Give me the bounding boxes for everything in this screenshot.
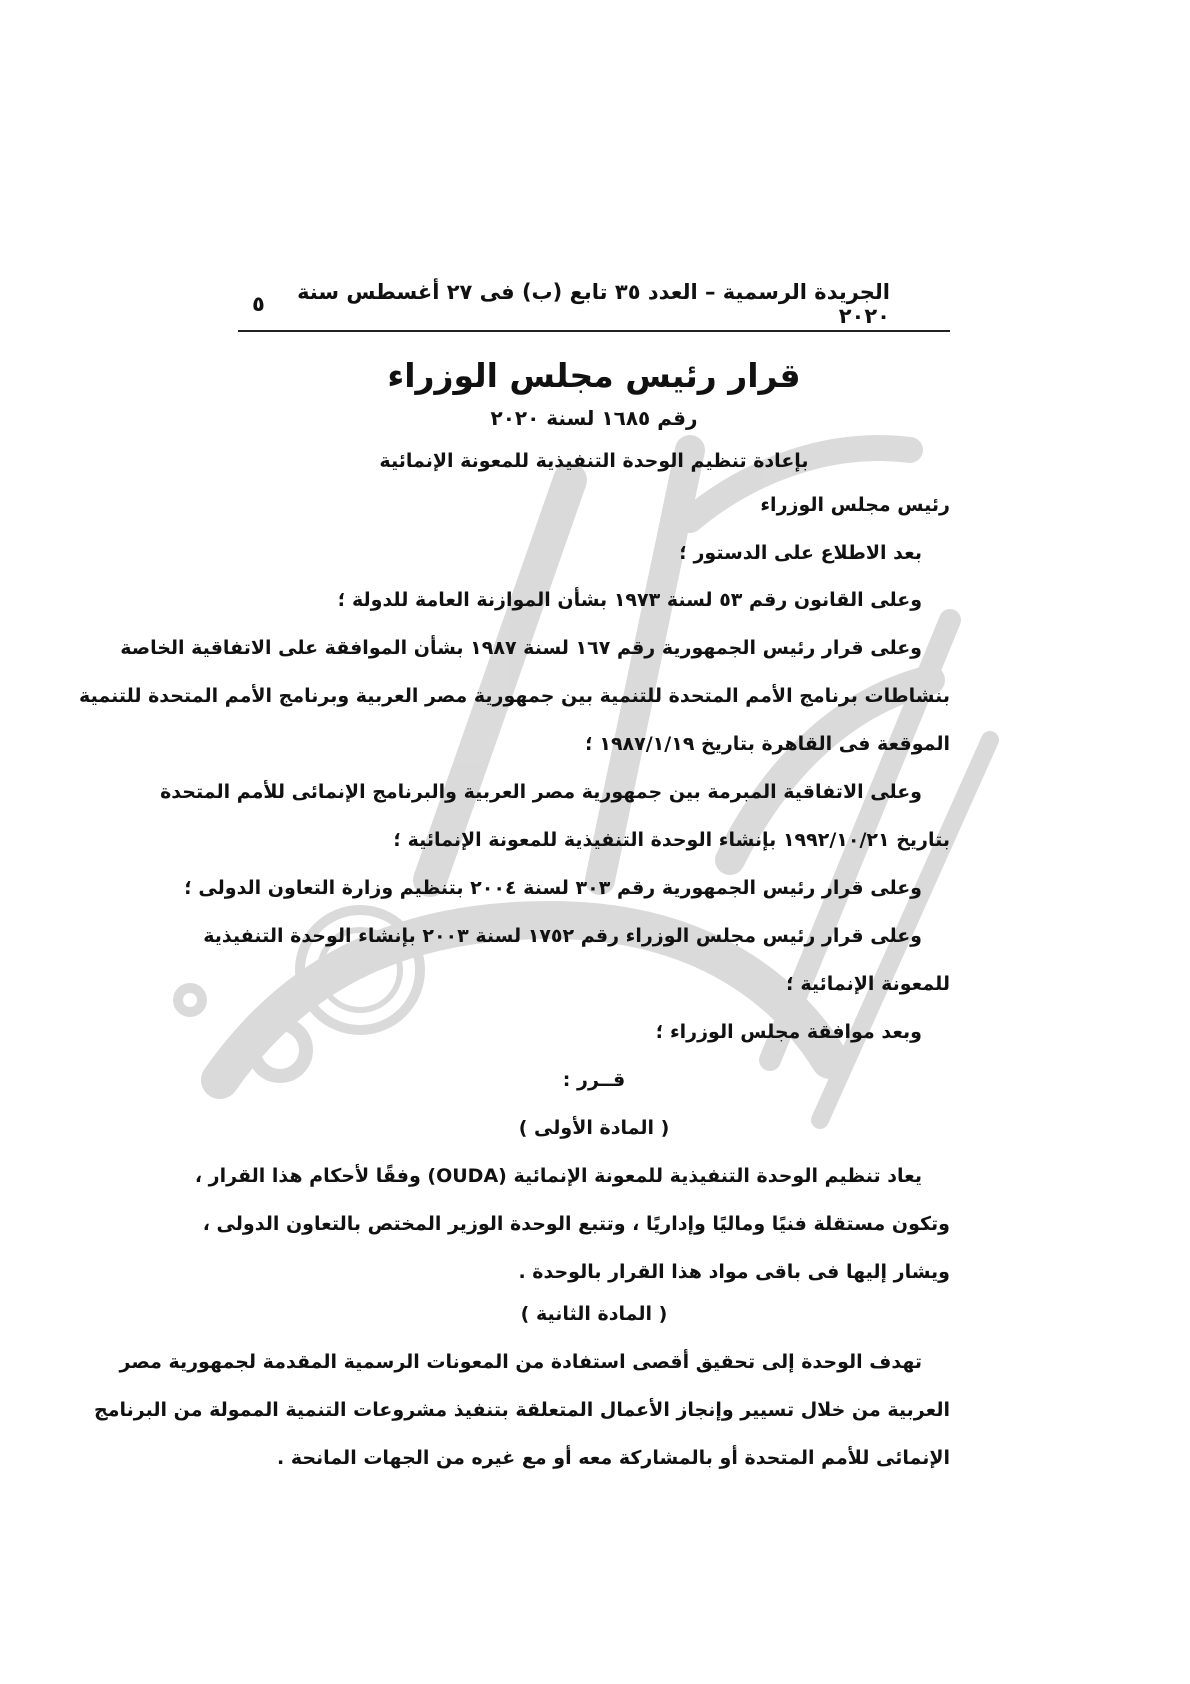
decree-word: قــرر :	[562, 1069, 626, 1091]
article-line: العربية من خلال تسيير وإنجاز الأعمال المتعلقة بتنفيذ مشروعات التنمية الممولة من البرنامج	[94, 1399, 950, 1421]
watermark-seal	[79, 360, 1030, 1180]
decree-title: قرار رئيس مجلس الوزراء	[387, 356, 801, 395]
preamble-line: الموقعة فى القاهرة بتاريخ ١٩٨٧/١/١٩ ؛	[585, 733, 950, 755]
preamble-line: للمعونة الإنمائية ؛	[786, 973, 950, 995]
article-heading: ( المادة الأولى )	[518, 1117, 670, 1139]
running-header	[252, 280, 890, 328]
decree-number: رقم ١٦٨٥ لسنة ٢٠٢٠	[490, 406, 698, 430]
preamble-line: وعلى قرار رئيس مجلس الوزراء رقم ١٧٥٢ لسنة ٢٠٠٣ بإنشاء الوحدة التنفيذية	[203, 925, 922, 947]
preamble-line: بنشاطات برنامج الأمم المتحدة للتنمية بين جمهورية مصر العربية وبرنامج الأمم المتحدة للتنمية	[79, 685, 950, 707]
article-heading: ( المادة الثانية )	[520, 1303, 668, 1325]
header-divider	[238, 330, 950, 332]
preamble-heading: رئيس مجلس الوزراء	[760, 494, 950, 516]
article-line: وتكون مستقلة فنيًا وماليًا وإداريًا ، وتتبع الوحدة الوزير المختص بالتعاون الدولى ،	[202, 1213, 950, 1235]
article-line: ويشار إليها فى باقى مواد هذا القرار بالوحدة .	[518, 1261, 950, 1283]
page-number: ٥	[252, 292, 265, 316]
article-line: الإنمائى للأمم المتحدة أو بالمشاركة معه أو مع غيره من الجهات المانحة .	[277, 1447, 950, 1469]
preamble-line: وعلى القانون رقم ٥٣ لسنة ١٩٧٣ بشأن الموازنة العامة للدولة ؛	[337, 589, 922, 611]
preamble-line: وعلى قرار رئيس الجمهورية رقم ١٦٧ لسنة ١٩٨٧ بشأن الموافقة على الاتفاقية الخاصة	[120, 637, 922, 659]
preamble-line: وبعد موافقة مجلس الوزراء ؛	[655, 1021, 922, 1043]
preamble-line: وعلى قرار رئيس الجمهورية رقم ٣٠٣ لسنة ٢٠٠٤ بتنظيم وزارة التعاون الدولى ؛	[184, 877, 922, 899]
article-line: تهدف الوحدة إلى تحقيق أقصى استفادة من المعونات الرسمية المقدمة لجمهورية مصر	[119, 1351, 922, 1373]
header-title: الجريدة الرسمية – العدد ٣٥ تابع (ب) فى ٢٧ أغسطس سنة ٢٠٢٠	[297, 280, 890, 328]
article-line: يعاد تنظيم الوحدة التنفيذية للمعونة الإنمائية (OUDA) وفقًا لأحكام هذا القرار ،	[194, 1165, 922, 1187]
preamble-line: وعلى الاتفاقية المبرمة بين جمهورية مصر العربية والبرنامج الإنمائى للأمم المتحدة	[160, 781, 922, 803]
preamble-line: بتاريخ ١٩٩٢/١٠/٢١ بإنشاء الوحدة التنفيذية للمعونة الإنمائية ؛	[393, 829, 950, 851]
decree-subject: بإعادة تنظيم الوحدة التنفيذية للمعونة الإنمائية	[379, 450, 809, 472]
preamble-line: بعد الاطلاع على الدستور ؛	[679, 542, 922, 564]
